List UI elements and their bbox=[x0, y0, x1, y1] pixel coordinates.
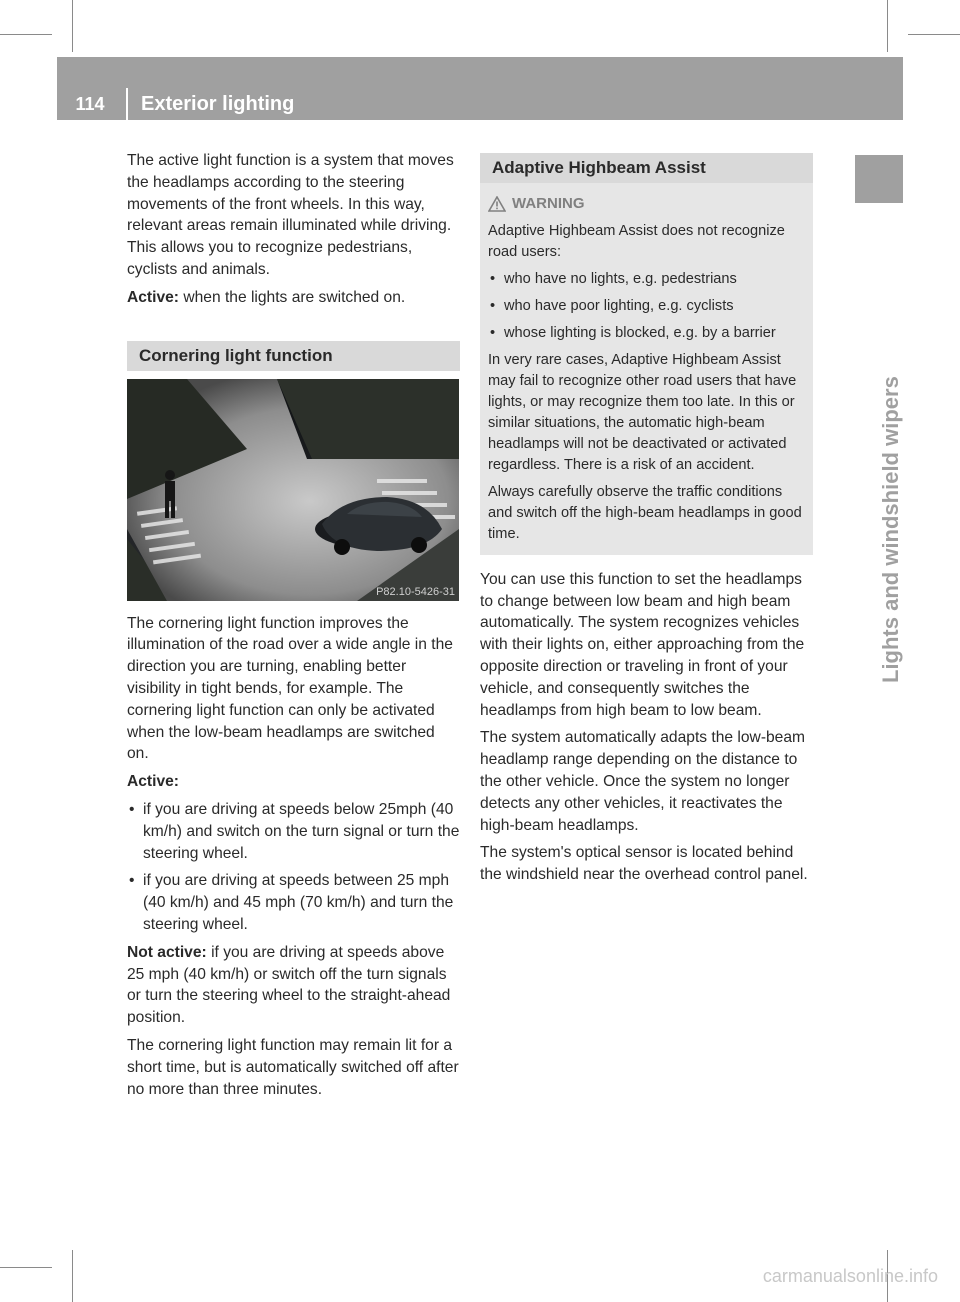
bullet-icon: • bbox=[490, 270, 496, 287]
warning-title: WARNING bbox=[488, 193, 805, 215]
warning-observe: Always carefully observe the traffic conditions and switch off the high-beam headlamps in good time. bbox=[488, 483, 802, 542]
warning-intro: Adaptive Highbeam Assist does not recognize road users: bbox=[488, 222, 785, 260]
highbeam-para-2: The system automatically adapts the low-beam headlamp range depending on the distance to the other vehicle. Once the system no longer detects any other vehicles, it reactivates the high-beam headlamps. bbox=[480, 729, 806, 834]
crop-mark bbox=[72, 1250, 73, 1302]
warning-triangle-icon bbox=[488, 196, 506, 212]
bullet-icon: • bbox=[129, 872, 135, 890]
bullet-icon: • bbox=[490, 297, 496, 314]
list-item: • who have no lights, e.g. pedestrians bbox=[488, 269, 805, 290]
left-column bbox=[127, 150, 460, 1106]
list-item: • if you are driving at speeds below 25mph (40 km/h) and switch on the turn signal or turn the steering wheel. bbox=[129, 800, 460, 862]
adaptive-highbeam-heading: Adaptive Highbeam Assist bbox=[480, 153, 813, 183]
cornering-heading: Cornering light function bbox=[127, 341, 460, 371]
section-title: Exterior lighting bbox=[141, 93, 295, 115]
header-divider bbox=[126, 88, 128, 120]
list-item: • whose lighting is blocked, e.g. by a barrier bbox=[488, 323, 805, 344]
side-tab-marker bbox=[855, 155, 903, 203]
crop-mark bbox=[908, 34, 960, 35]
crop-mark bbox=[72, 0, 73, 52]
list-item: • who have poor lighting, e.g. cyclists bbox=[488, 296, 805, 317]
highbeam-para-1: You can use this function to set the headlamps to change between low beam and high beam automatically. The system recognizes vehicles with their lights on, either approaching from the opposite direction or traveling in front of your vehicle, and consequently switches the headlamps from high beam to low beam. bbox=[480, 570, 805, 719]
active-light-status bbox=[127, 287, 460, 309]
cornering-intro: The cornering light function improves the illumination of the road over a wide angle in the direction you are turning, enabling better visibility in tight bends, for example. The cornering light function can only be activated when the low-beam headlamps are switched on. bbox=[127, 614, 453, 763]
road-scene-image bbox=[127, 379, 459, 601]
bullet-icon: • bbox=[129, 800, 135, 818]
active-label: Active: bbox=[127, 288, 179, 306]
not-active-text: if you are driving at speeds above 25 mph (40 km/h) or switch off the turn signals or turn the steering wheel to the straight-ahead position. bbox=[127, 943, 451, 1027]
figure-code: P82.10-5426-31 bbox=[376, 585, 455, 598]
crop-mark bbox=[887, 0, 888, 52]
crop-mark bbox=[0, 34, 52, 35]
remain-lit-paragraph: The cornering light function may remain lit for a short time, but is automatically switched off after no more than three minutes. bbox=[127, 1036, 459, 1098]
active-text: when the lights are switched on. bbox=[179, 288, 406, 306]
right-column bbox=[480, 153, 813, 892]
not-active-label: Not active: bbox=[127, 943, 207, 961]
crop-mark bbox=[0, 1267, 52, 1268]
bullet-icon: • bbox=[490, 324, 496, 341]
list-item: • if you are driving at speeds between 25 mph (40 km/h) and 45 mph (70 km/h) and turn the steering wheel. bbox=[129, 872, 454, 933]
page-number: 114 bbox=[75, 94, 105, 114]
warning-rare-cases: In very rare cases, Adaptive Highbeam Assist may fail to recognize other road users that have lights, or may recognize them too late. In this or similar situations, the automatic high-beam headlamps will not be deactivated or activated regardless. There is a risk of an accident. bbox=[488, 351, 797, 473]
active-light-intro: The active light function is a system that moves the headlamps according to the steering movements of the front wheels. In this way, relevant areas remain illuminated while driving. This allows you to recognize pedestrians, cyclists and animals. bbox=[127, 152, 454, 278]
cornering-active-label: Active: bbox=[127, 773, 179, 791]
watermark: carmanualsonline.info bbox=[762, 1266, 938, 1286]
cornering-light-illustration bbox=[127, 379, 459, 601]
not-active-paragraph bbox=[127, 942, 460, 1029]
side-tab-label: Lights and windshield wipers bbox=[878, 376, 903, 683]
warning-box bbox=[480, 183, 813, 555]
highbeam-para-3: The system's optical sensor is located behind the windshield near the overhead control panel. bbox=[480, 844, 808, 884]
